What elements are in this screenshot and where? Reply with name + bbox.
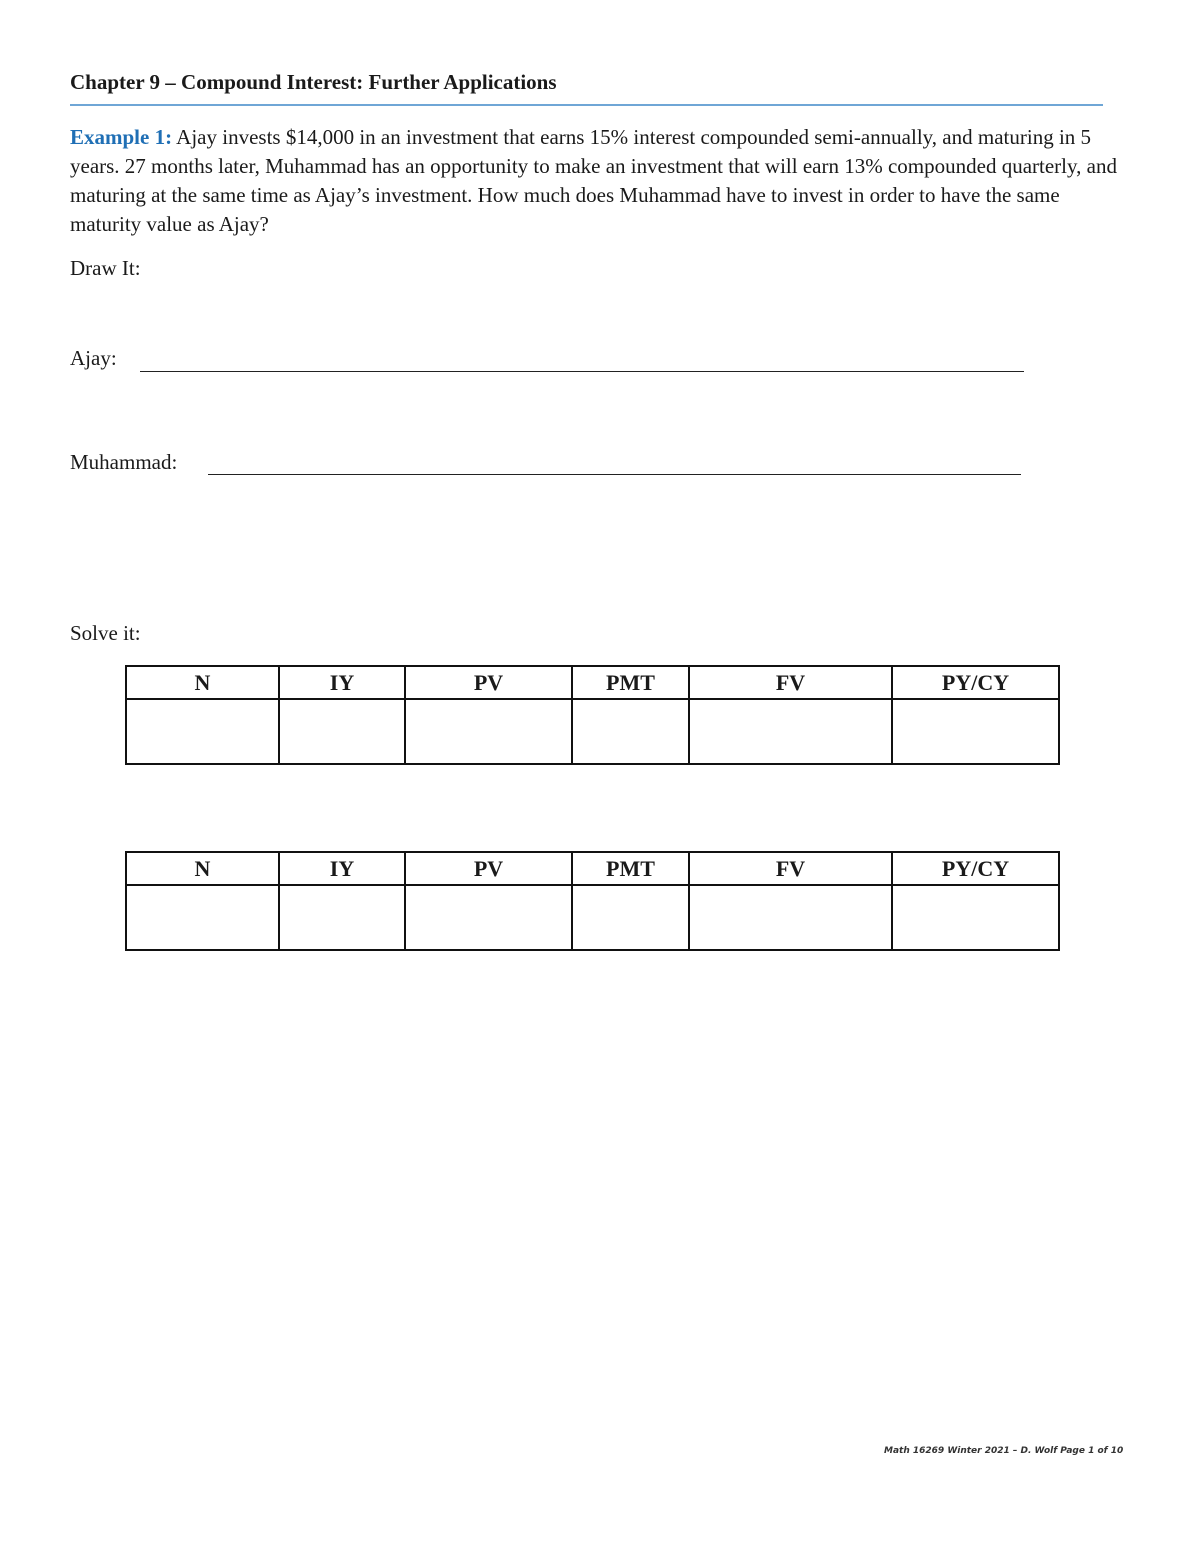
- tvm-header-iy: IY: [279, 852, 405, 885]
- example-problem: [70, 123, 1130, 239]
- tvm-header-iy: IY: [279, 666, 405, 699]
- ajay-label: Ajay:: [70, 346, 117, 370]
- page-title: Chapter 9 – Compound Interest: Further Applications: [70, 70, 557, 94]
- page-footer: Math 16269 Winter 2021 – D. Wolf Page 1 of 10: [884, 1446, 1124, 1456]
- tvm-header-fv: FV: [689, 852, 892, 885]
- tvm-answer-row: [126, 699, 1059, 764]
- tvm-header-py-cy: PY/CY: [892, 852, 1059, 885]
- ajay-timeline-line: [140, 371, 1024, 372]
- tvm-header-pv: PV: [405, 666, 572, 699]
- tvm-header-pmt: PMT: [572, 666, 689, 699]
- tvm-cell-pmt[interactable]: [572, 699, 689, 764]
- solve-it-label: Solve it:: [70, 621, 141, 645]
- tvm-header-pmt: PMT: [572, 852, 689, 885]
- tvm-cell-pv[interactable]: [405, 885, 572, 950]
- tvm-cell-py-cy[interactable]: [892, 699, 1059, 764]
- tvm-table-muhammad: [125, 851, 1060, 951]
- tvm-cell-n[interactable]: [126, 885, 279, 950]
- tvm-header-fv: FV: [689, 666, 892, 699]
- muhammad-timeline-line: [208, 474, 1021, 475]
- tvm-header-py-cy: PY/CY: [892, 666, 1059, 699]
- tvm-table-ajay: [125, 665, 1060, 765]
- tvm-cell-n[interactable]: [126, 699, 279, 764]
- tvm-header-n: N: [126, 852, 279, 885]
- tvm-answer-row: [126, 885, 1059, 950]
- tvm-cell-fv[interactable]: [689, 699, 892, 764]
- tvm-cell-pv[interactable]: [405, 699, 572, 764]
- example-label: Example 1:: [70, 125, 173, 149]
- tvm-cell-fv[interactable]: [689, 885, 892, 950]
- tvm-header-row: [126, 666, 1059, 699]
- muhammad-label: Muhammad:: [70, 450, 178, 474]
- tvm-cell-pmt[interactable]: [572, 885, 689, 950]
- problem-text: Ajay invests $14,000 in an investment that earns 15% interest compounded semi-annually, and maturing in 5 years. 27 months later, Muhammad has an opportunity to make an investment that will earn 13% compounded quarterly, and maturing at the same time as Ajay’s investment. How much does Muhammad have to invest in order to have the same maturity value as Ajay?: [70, 125, 1117, 236]
- tvm-cell-iy[interactable]: [279, 699, 405, 764]
- tvm-cell-iy[interactable]: [279, 885, 405, 950]
- tvm-header-n: N: [126, 666, 279, 699]
- tvm-header-row: [126, 852, 1059, 885]
- draw-it-label: Draw It:: [70, 256, 141, 280]
- title-underline: [70, 104, 1103, 106]
- tvm-header-pv: PV: [405, 852, 572, 885]
- tvm-cell-py-cy[interactable]: [892, 885, 1059, 950]
